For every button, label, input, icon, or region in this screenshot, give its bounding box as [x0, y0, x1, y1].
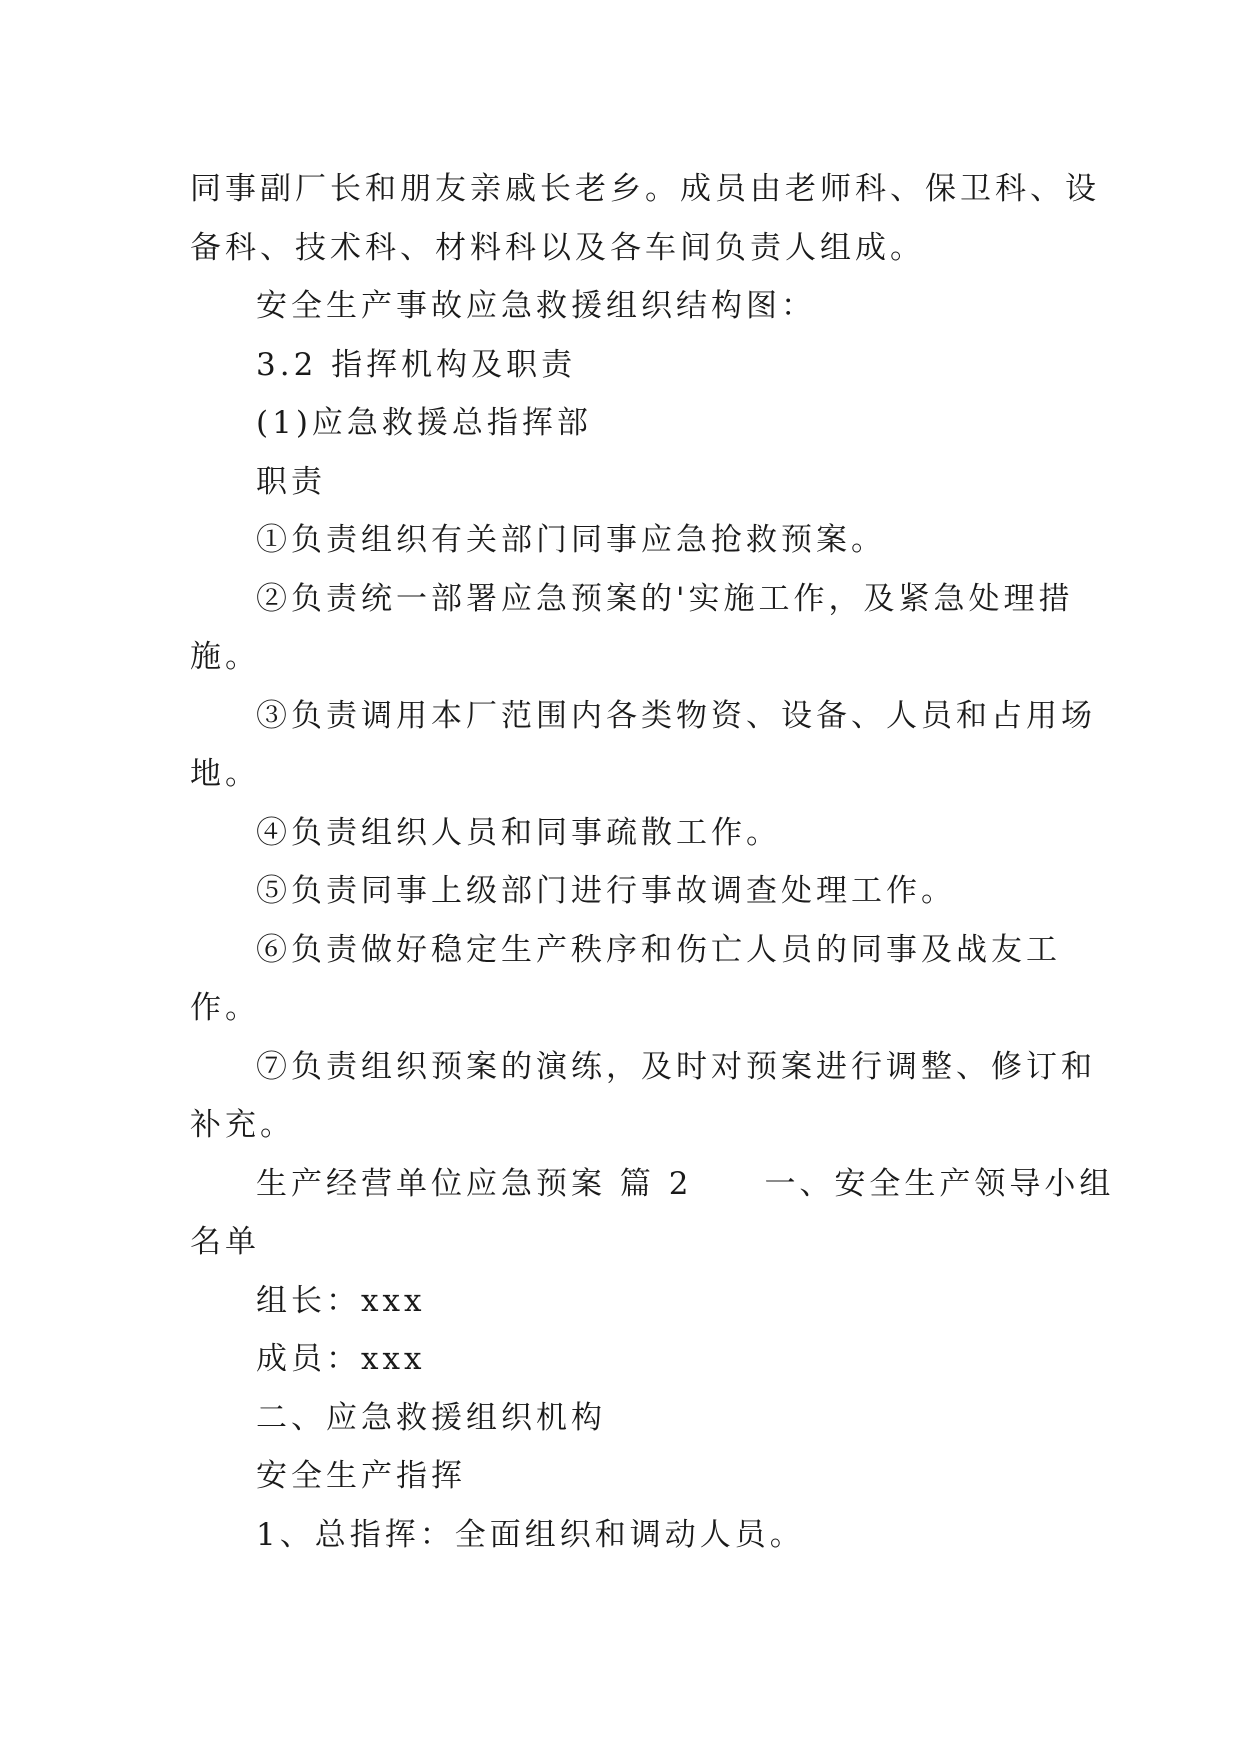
text-line: 地。	[190, 756, 260, 792]
paragraph	[190, 160, 1100, 277]
text-line: ①负责组织有关部门同事应急抢救预案。	[256, 522, 886, 558]
text-line: (1)应急救援总指挥部	[256, 405, 592, 441]
paragraph	[190, 1447, 1050, 1506]
text-line: ⑤负责同事上级部门进行事故调查处理工作。	[256, 873, 956, 909]
text-line: ③负责调用本厂范围内各类物资、设备、人员和占用场	[256, 697, 1096, 734]
text-line: 安全生产事故应急救援组织结构图：	[256, 288, 816, 324]
section-title-text: 生产经营单位应急预案 篇 2	[256, 1165, 693, 1202]
list-item	[190, 1038, 1096, 1155]
text-line: 安全生产指挥	[256, 1458, 466, 1494]
paragraph	[190, 1506, 1050, 1565]
text-line: 同事副厂长和朋友亲戚长老乡。成员由老师科、保卫科、设	[190, 171, 1100, 207]
document-body	[190, 160, 1115, 1564]
text-line: ④负责组织人员和同事疏散工作。	[256, 814, 781, 851]
list-item	[190, 511, 1050, 570]
text-line: 作。	[190, 990, 260, 1026]
section-heading	[190, 1389, 1050, 1448]
section-heading	[190, 336, 1050, 395]
list-item	[190, 687, 1096, 804]
text-line: 补充。	[190, 1107, 295, 1143]
text-line: 二、应急救援组织机构	[256, 1399, 606, 1436]
text-line: ⑥负责做好稳定生产秩序和伤亡人员的同事及战友工	[256, 931, 1061, 968]
text-line: 备科、技术科、材料科以及各车间负责人组成。	[190, 229, 925, 266]
list-item	[190, 862, 1050, 921]
list-item	[190, 921, 1061, 1038]
list-item	[190, 570, 1074, 687]
paragraph	[190, 1272, 1050, 1331]
section-subtitle-text: 一、安全生产领导小组	[764, 1165, 1115, 1202]
subsection-heading	[190, 394, 1050, 453]
text-line: ⑦负责组织预案的演练，及时对预案进行调整、修订和	[256, 1048, 1096, 1085]
paragraph	[190, 453, 1050, 512]
text-line	[190, 1155, 1115, 1214]
text-line: 1、总指挥：全面组织和调动人员。	[256, 1516, 805, 1553]
text-line: 3.2 指挥机构及职责	[256, 346, 577, 383]
text-line: ②负责统一部署应急预案的'实施工作，及紧急处理措	[256, 580, 1074, 617]
text-line: 名单	[190, 1224, 260, 1260]
text-line: 职责	[256, 463, 326, 500]
list-item	[190, 804, 1050, 863]
paragraph	[190, 1330, 1050, 1389]
paragraph	[190, 277, 1050, 336]
section-title	[190, 1155, 1115, 1272]
text-line: 施。	[190, 639, 260, 675]
text-line: 组长：xxx	[256, 1282, 426, 1319]
text-line: 成员：xxx	[256, 1341, 426, 1377]
